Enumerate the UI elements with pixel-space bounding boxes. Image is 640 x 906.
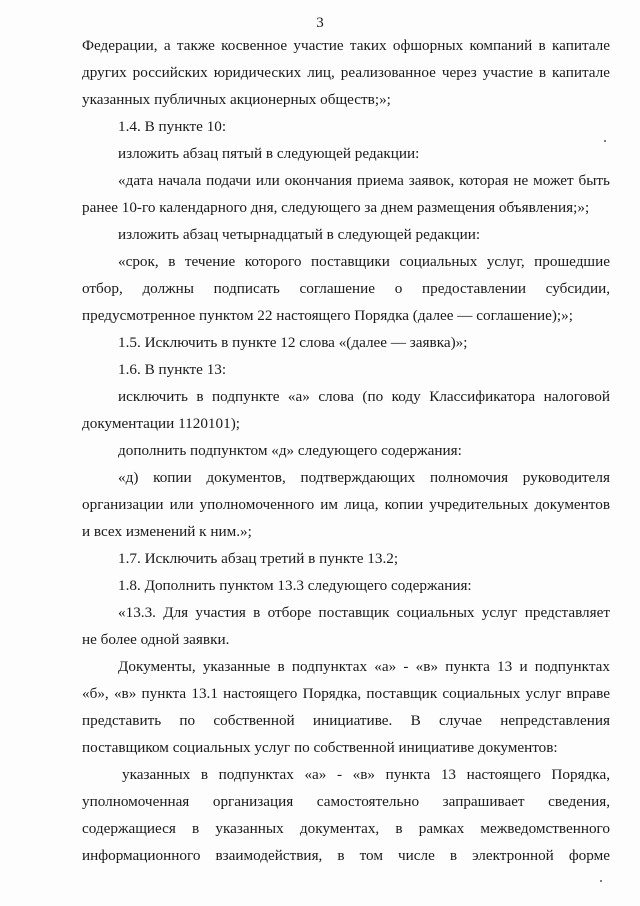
text-line: указанных публичных акционерных обществ;»; [82,91,391,108]
scan-speck [604,140,606,142]
page-number: 3 [316,15,324,31]
text-line: предусмотренное пунктом 22 настоящего Порядка (далее — соглашение);»; [82,307,573,324]
text-line: «б», «в» пункта 13.1 настоящего Порядка, поставщик социальных услуг вправе [82,685,610,702]
text-line: 1.4. В пункте 10: [118,118,227,135]
text-line: изложить абзац четырнадцатый в следующей редакции: [118,226,481,243]
text-line: Документы, указанные в подпунктах «а» - «в» пункта 13 и подпунктах [118,658,610,675]
text-line: 1.5. Исключить в пункте 12 слова «(далее — заявка)»; [118,334,468,351]
text-line: поставщиком социальных услуг по собственной инициативе документов: [82,739,558,756]
text-line: организации или уполномоченного им лица, копии учредительных документов [82,496,610,513]
text-line: информационного взаимодействия, в том числе в электронной форме [82,847,610,864]
text-line: «13.3. Для участия в отборе поставщик социальных услуг представляет [118,604,610,621]
text-line: изложить абзац пятый в следующей редакции: [118,145,420,162]
text-line: ранее 10-го календарного дня, следующего за днем размещения объявления;»; [82,199,590,216]
text-line: документации 1120101); [82,415,240,432]
text-line: содержащиеся в указанных документах, в рамках межведомственного [82,820,610,837]
text-line: 1.8. Дополнить пунктом 13.3 следующего содержания: [118,577,472,594]
text-line: и всех изменений к ним.»; [82,523,252,540]
text-line: уполномоченная организация самостоятельно запрашивает сведения, [82,793,610,810]
text-line: не более одной заявки. [82,631,230,648]
text-line: «д) копии документов, подтверждающих полномочия руководителя [118,469,610,486]
text-line: 1.7. Исключить абзац третий в пункте 13.2; [118,550,399,567]
text-line: исключить в подпункте «а» слова (по коду Классификатора налоговой [118,388,610,405]
text-line: указанных в подпунктах «а» - «в» пункта 13 настоящего Порядка, [122,766,610,783]
text-line: 1.6. В пункте 13: [118,361,227,378]
text-line: дополнить подпунктом «д» следующего содержания: [118,442,462,459]
scan-speck [600,880,602,882]
text-line: «дата начала подачи или окончания приема заявок, которая не может быть [118,172,610,189]
text-line: «срок, в течение которого поставщики социальных услуг, прошедшие [118,253,610,270]
text-line: отбор, должны подписать соглашение о предоставлении субсидии, [82,280,610,297]
text-line: Федерации, а также косвенное участие таких офшорных компаний в капитале [82,37,610,54]
text-line: других российских юридических лиц, реализованное через участие в капитале [82,64,610,81]
text-line: представить по собственной инициативе. В случае непредставления [82,712,610,729]
